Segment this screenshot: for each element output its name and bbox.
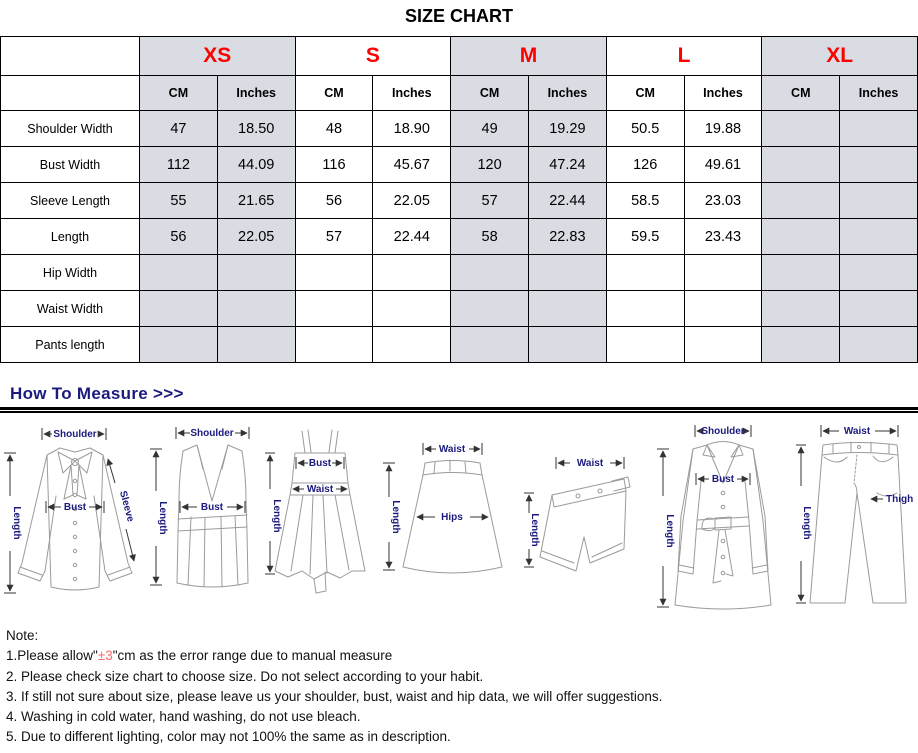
value-cell (217, 255, 295, 291)
value-cell (762, 147, 840, 183)
value-cell (762, 111, 840, 147)
measure-figure-dress (265, 421, 375, 616)
value-cell (373, 291, 451, 327)
value-cell: 56 (140, 219, 218, 255)
value-cell: 19.88 (684, 111, 762, 147)
unit-header: Inches (373, 76, 451, 111)
value-cell: 18.50 (217, 111, 295, 147)
table-row (1, 255, 918, 291)
unit-header: CM (295, 76, 373, 111)
row-label: Bust Width (1, 147, 140, 183)
value-cell: 45.67 (373, 147, 451, 183)
value-cell (840, 183, 918, 219)
blouse-shoulder-label: Shoulder (53, 429, 97, 440)
value-cell (295, 255, 373, 291)
unit-header: Inches (528, 76, 606, 111)
notes-section (0, 626, 918, 748)
shorts-annotations (524, 457, 624, 567)
value-cell (528, 327, 606, 363)
value-cell (762, 219, 840, 255)
row-label: Shoulder Width (1, 111, 140, 147)
coat-length-label: Length (664, 514, 675, 548)
value-cell (606, 327, 684, 363)
note-line-5: 5. Due to different lighting, color may not 100% the same as in description. (6, 729, 451, 745)
value-cell: 19.29 (528, 111, 606, 147)
value-cell: 22.44 (373, 219, 451, 255)
table-row (1, 111, 918, 147)
unit-header: CM (762, 76, 840, 111)
value-cell (684, 291, 762, 327)
pants-outline (810, 442, 906, 603)
value-cell (606, 255, 684, 291)
size-header: L (606, 37, 762, 76)
note-line-1 (6, 646, 918, 666)
measure-figure-pants (793, 421, 918, 616)
table-row (1, 147, 918, 183)
table-row (1, 219, 918, 255)
value-cell (762, 255, 840, 291)
value-cell: 116 (295, 147, 373, 183)
blouse-length-label: Length (11, 506, 22, 540)
table-row (1, 183, 918, 219)
unit-header: Inches (217, 76, 295, 111)
value-cell (295, 291, 373, 327)
value-cell (684, 327, 762, 363)
size-header-row (1, 37, 918, 76)
value-cell (840, 219, 918, 255)
value-cell (840, 147, 918, 183)
corner-cell (1, 37, 140, 76)
blouse-bust-label: Bust (63, 502, 87, 513)
value-cell: 120 (451, 147, 529, 183)
unit-header-row (1, 76, 918, 111)
value-cell: 49 (451, 111, 529, 147)
dress-bust-label: Bust (308, 458, 332, 469)
note1-prefix: 1.Please allow" (6, 648, 98, 664)
value-cell (295, 327, 373, 363)
vest-bust-label: Bust (200, 502, 224, 513)
pants-waist-label: Waist (843, 426, 871, 437)
value-cell: 58.5 (606, 183, 684, 219)
size-header: XS (140, 37, 296, 76)
value-cell (840, 291, 918, 327)
value-cell: 22.44 (528, 183, 606, 219)
vest-shoulder-label: Shoulder (190, 428, 234, 439)
vest-outline (177, 445, 248, 587)
coat-outline (675, 442, 771, 610)
divider-rule (0, 407, 918, 413)
value-cell (840, 327, 918, 363)
row-label: Hip Width (1, 255, 140, 291)
value-cell: 44.09 (217, 147, 295, 183)
dress-outline (275, 430, 365, 593)
value-cell: 22.83 (528, 219, 606, 255)
row-label: Sleeve Length (1, 183, 140, 219)
unit-header: CM (606, 76, 684, 111)
value-cell (140, 327, 218, 363)
value-cell: 47 (140, 111, 218, 147)
blouse-outline (18, 448, 132, 590)
table-row (1, 327, 918, 363)
pants-length-label: Length (801, 506, 812, 540)
value-cell: 112 (140, 147, 218, 183)
row-label: Length (1, 219, 140, 255)
value-cell: 57 (451, 183, 529, 219)
row-label: Waist Width (1, 291, 140, 327)
vest-length-label: Length (157, 501, 168, 535)
value-cell (373, 327, 451, 363)
note-line-2: 2. Please check size chart to choose size. Do not select according to your habit. (6, 668, 484, 684)
measure-figure-shorts (520, 421, 645, 616)
coat-bust-label: Bust (711, 474, 735, 485)
value-cell: 22.05 (217, 219, 295, 255)
size-chart-page (0, 6, 918, 748)
value-cell: 55 (140, 183, 218, 219)
value-cell (762, 183, 840, 219)
size-header: S (295, 37, 451, 76)
unit-header: CM (451, 76, 529, 111)
size-header: M (451, 37, 607, 76)
value-cell (451, 327, 529, 363)
corner-cell (1, 76, 140, 111)
dress-length-label: Length (271, 499, 282, 533)
value-cell (217, 327, 295, 363)
shorts-outline (540, 477, 630, 571)
value-cell: 21.65 (217, 183, 295, 219)
value-cell: 57 (295, 219, 373, 255)
value-cell (451, 291, 529, 327)
unit-header: Inches (840, 76, 918, 111)
value-cell (451, 255, 529, 291)
shorts-length-label: Length (529, 513, 540, 547)
measure-figure-skirt (375, 421, 520, 616)
size-header: XL (762, 37, 918, 76)
note1-suffix: "cm as the error range due to manual measure (112, 648, 393, 664)
shorts-waist-label: Waist (576, 458, 604, 469)
value-cell: 56 (295, 183, 373, 219)
table-row (1, 291, 918, 327)
value-cell: 126 (606, 147, 684, 183)
value-cell (373, 255, 451, 291)
coat-shoulder-label: Shoulder (701, 426, 745, 437)
value-cell (840, 111, 918, 147)
unit-header: Inches (684, 76, 762, 111)
value-cell (762, 291, 840, 327)
unit-header: CM (140, 76, 218, 111)
value-cell (217, 291, 295, 327)
value-cell: 47.24 (528, 147, 606, 183)
note1-tolerance: ±3 (97, 648, 113, 664)
measure-figure-vest (145, 421, 265, 616)
pants-thigh-label: Thigh (886, 494, 914, 505)
value-cell: 23.43 (684, 219, 762, 255)
skirt-hips-label: Hips (441, 512, 463, 523)
value-cell (840, 255, 918, 291)
measure-figures (0, 421, 918, 616)
value-cell: 58 (451, 219, 529, 255)
value-cell (140, 255, 218, 291)
measure-figure-blouse (0, 421, 145, 616)
size-chart-table (0, 36, 918, 363)
how-to-measure-heading: How To Measure >>> (10, 384, 184, 403)
row-label: Pants length (1, 327, 140, 363)
notes-heading: Note: (6, 628, 39, 643)
value-cell: 50.5 (606, 111, 684, 147)
skirt-waist-label: Waist (438, 444, 466, 455)
value-cell: 18.90 (373, 111, 451, 147)
skirt-length-label: Length (390, 500, 401, 534)
value-cell (140, 291, 218, 327)
value-cell (528, 291, 606, 327)
note-line-4: 4. Washing in cold water, hand washing, do not use bleach. (6, 709, 361, 724)
blouse-sleeve-label: Sleeve (116, 489, 136, 524)
measure-figure-coat (645, 421, 793, 616)
value-cell (684, 255, 762, 291)
dress-waist-label: Waist (306, 484, 334, 495)
page-title: SIZE CHART (405, 6, 513, 26)
value-cell: 49.61 (684, 147, 762, 183)
dress-annotations (265, 453, 347, 574)
value-cell (606, 291, 684, 327)
value-cell: 59.5 (606, 219, 684, 255)
value-cell: 23.03 (684, 183, 762, 219)
value-cell (528, 255, 606, 291)
vest-annotations (150, 427, 249, 585)
value-cell: 48 (295, 111, 373, 147)
note-line-3: 3. If still not sure about size, please leave us your shoulder, bust, waist and hip data, we will offer suggestions. (6, 688, 663, 704)
value-cell: 22.05 (373, 183, 451, 219)
value-cell (762, 327, 840, 363)
